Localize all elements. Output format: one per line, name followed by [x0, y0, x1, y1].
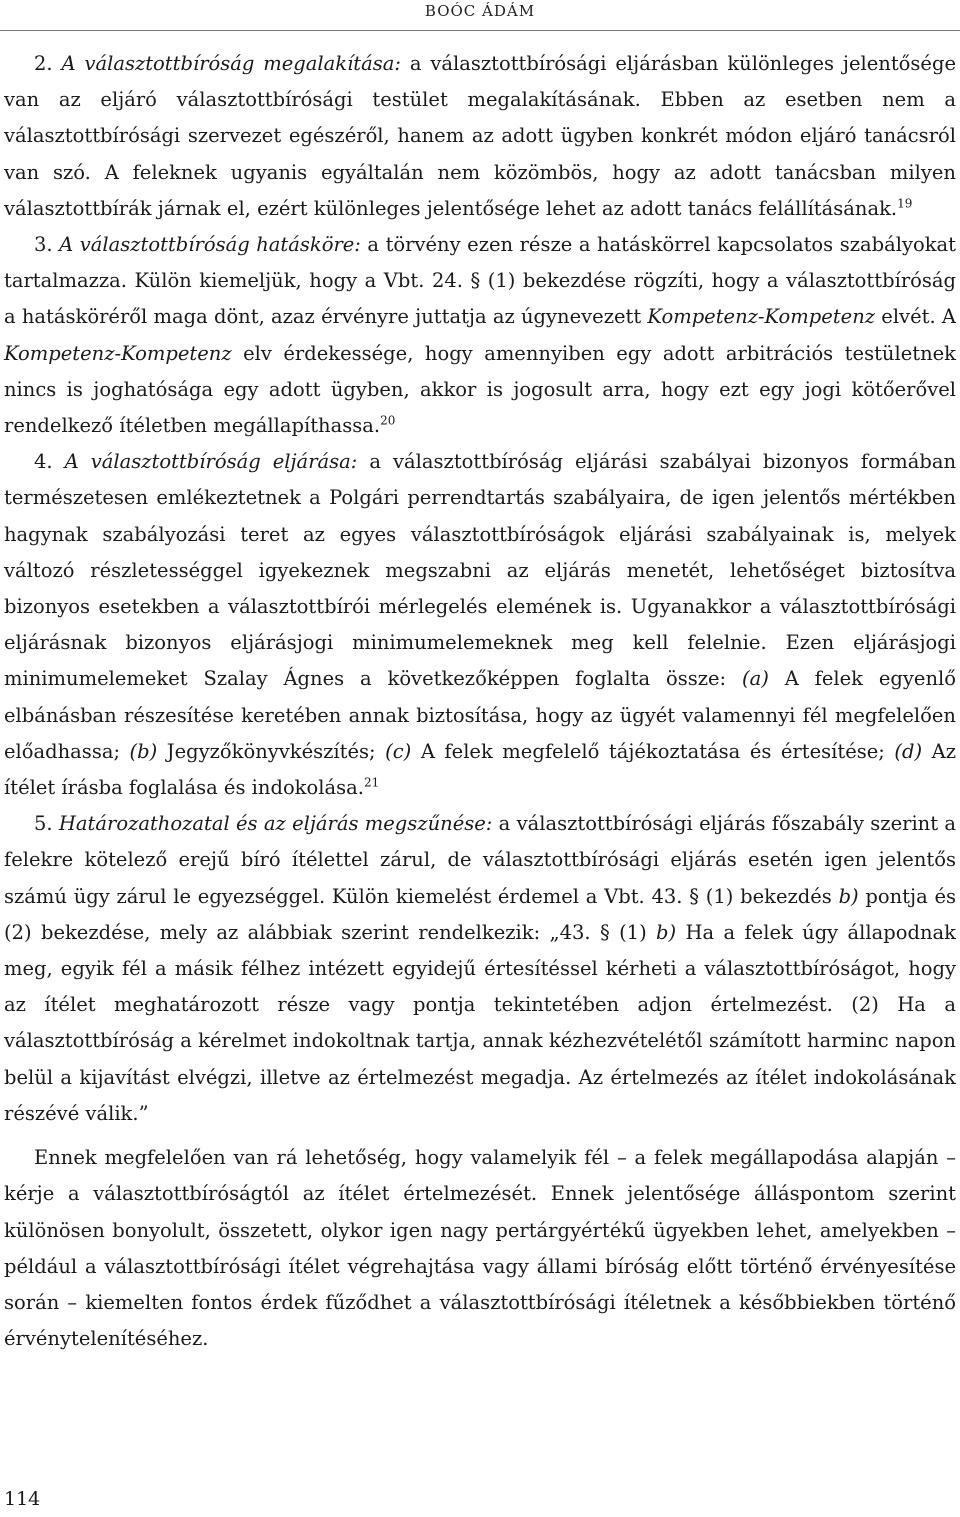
- item-title: A választottbíróság eljárása:: [64, 450, 358, 474]
- item-number: 2.: [34, 52, 53, 75]
- list-text: Jegyzőkönyvkészítés;: [157, 739, 386, 763]
- item-body: elv érdekessége, hogy amennyiben egy adott arbitrációs testületnek nincs is joghatósága egy adott ügyben, akkor is jogosult arra, hogy ezt egy jogi kötőerővel rendelkező ítéletben megállapíthassa.: [4, 341, 956, 438]
- footnote-ref[interactable]: 21: [363, 775, 380, 790]
- point-label: b): [838, 884, 859, 908]
- paragraph-item-4: [4, 444, 956, 806]
- item-body: elvét. A: [875, 305, 956, 329]
- list-label: (c): [385, 739, 412, 763]
- item-body: a választottbírósági eljárásban különleges jelentősége van az eljáró választottbírósági testület megalakításának. Ebben az esetben nem a választottbírósági szervezet egészéről, hanem az adott ügyben konkrét módon eljáró tanácsról van szó. A feleknek ugyanis egyáltalán nem közömbös, hogy az adott tanácsban milyen választottbírák járnak el, ezért különleges jelentősége lehet az adott tanács felállításának.: [4, 52, 956, 220]
- item-number: 3.: [34, 233, 53, 257]
- item-body: a választottbíróság eljárási szabályai bizonyos formában természetesen emlékeztetnek a Polgári perrendtartás szabályaira, de igen jelentős mértékben hagynak szabályozási teret az egyes választottbíróságok eljárási szabályainak is, melyek változó részletességgel igyekeznek megszabni az eljárás menetét, lehetőséget biztosítva bizonyos esetekben a választottbírói mérlegelés elemének is. Ugyanakkor a választottbírósági eljárásnak bizonyos eljárásjogi minimumelemeknek meg kell felelnie. Ezen eljárásjogi minimumelemeket Szalay Ágnes a következőképpen foglalta össze:: [4, 450, 956, 691]
- running-head: BOÓC ÁDÁM: [424, 2, 536, 20]
- paragraph-item-5: [4, 806, 956, 1132]
- point-label: b): [656, 920, 677, 944]
- term: Kompetenz-Kompetenz: [4, 341, 232, 365]
- header-rule: [0, 30, 960, 31]
- closing-paragraph: Ennek megfelelően van rá lehetőség, hogy valamelyik fél – a felek megállapodása alapján – kérje a választottbíróságtól az ítélet értelmezését. Ennek jelentősége álláspontom szerint különösen bonyolult, összetett, olykor igen nagy pertárgyértékű ügyekben lehet, amelyekben – például a választottbírósági ítélet végrehajtása vagy állami bíróság előtt történő érvényesítése során – kiemelten fontos érdek fűződhet a választottbírósági ítéletnek a későbbiekben történő érvénytelenítéséhez.: [4, 1146, 956, 1351]
- item-body: pontja és (2) bekezdése, mely az alábbiak szerint rendelkezik: „43. § (1): [4, 884, 956, 944]
- list-text: Az ítélet írásba foglalása és indokolása.: [4, 739, 956, 800]
- paragraph-item-3: [4, 227, 956, 444]
- page-number: 114: [4, 1488, 41, 1510]
- item-body: a törvény ezen része a hatáskörrel kapcsolatos szabályokat tartalmazza. Külön kiemeljük, hogy a Vbt. 24. § (1) bekezdése rögzíti, hogy a választottbíróság a hatásköréről maga dönt, azaz érvényre juttatja az úgynevezett: [4, 233, 957, 329]
- item-title: Határozathozatal és az eljárás megszűnése:: [58, 812, 493, 836]
- footnote-ref[interactable]: 20: [380, 413, 396, 428]
- list-text: A felek egyenlő elbánásban részesítése keretében annak biztosítása, hogy az ügyét valamennyi fél megfelelően előadhassa;: [4, 667, 956, 763]
- item-body: a választottbírósági eljárás főszabály szerint a felekre kötelező erejű bíró ítélettel zárul, de választottbírósági eljárás esetén igen jelentős számú ügy zárul le egyezséggel. Külön kiemelést érdemel a Vbt. 43. § (1) bekezdés: [4, 812, 957, 908]
- list-label: (d): [894, 739, 923, 763]
- list-text: A felek megfelelő tájékoztatása és értesítése;: [411, 739, 895, 763]
- list-label: (a): [741, 667, 769, 691]
- item-number: 4.: [34, 450, 53, 474]
- item-body: Ha a felek úgy állapodnak meg, egyik fél a másik félhez intézett egyidejű értesítéssel kérheti a választottbíróságot, hogy az ítélet meghatározott része vagy pontja tekintetében adjon értelmezést. (2) Ha a választottbíróság a kérelmet indokoltnak tartja, annak kézhezvételétől számított harminc napon belül a kijavítást elvégzi, illetve az értelmezést megadja. Az értelmezés az ítélet indokolásának részévé válik.”: [4, 920, 956, 1125]
- paragraph-item-2: [4, 46, 956, 227]
- list-label: (b): [129, 739, 158, 763]
- term: Kompetenz-Kompetenz: [647, 305, 876, 329]
- item-title: A választottbíróság megalakítása:: [61, 52, 401, 75]
- item-number: 5.: [34, 812, 53, 836]
- item-title: A választottbíróság hatásköre:: [59, 233, 361, 257]
- footnote-ref[interactable]: 19: [897, 196, 913, 211]
- body-text: [4, 46, 956, 1357]
